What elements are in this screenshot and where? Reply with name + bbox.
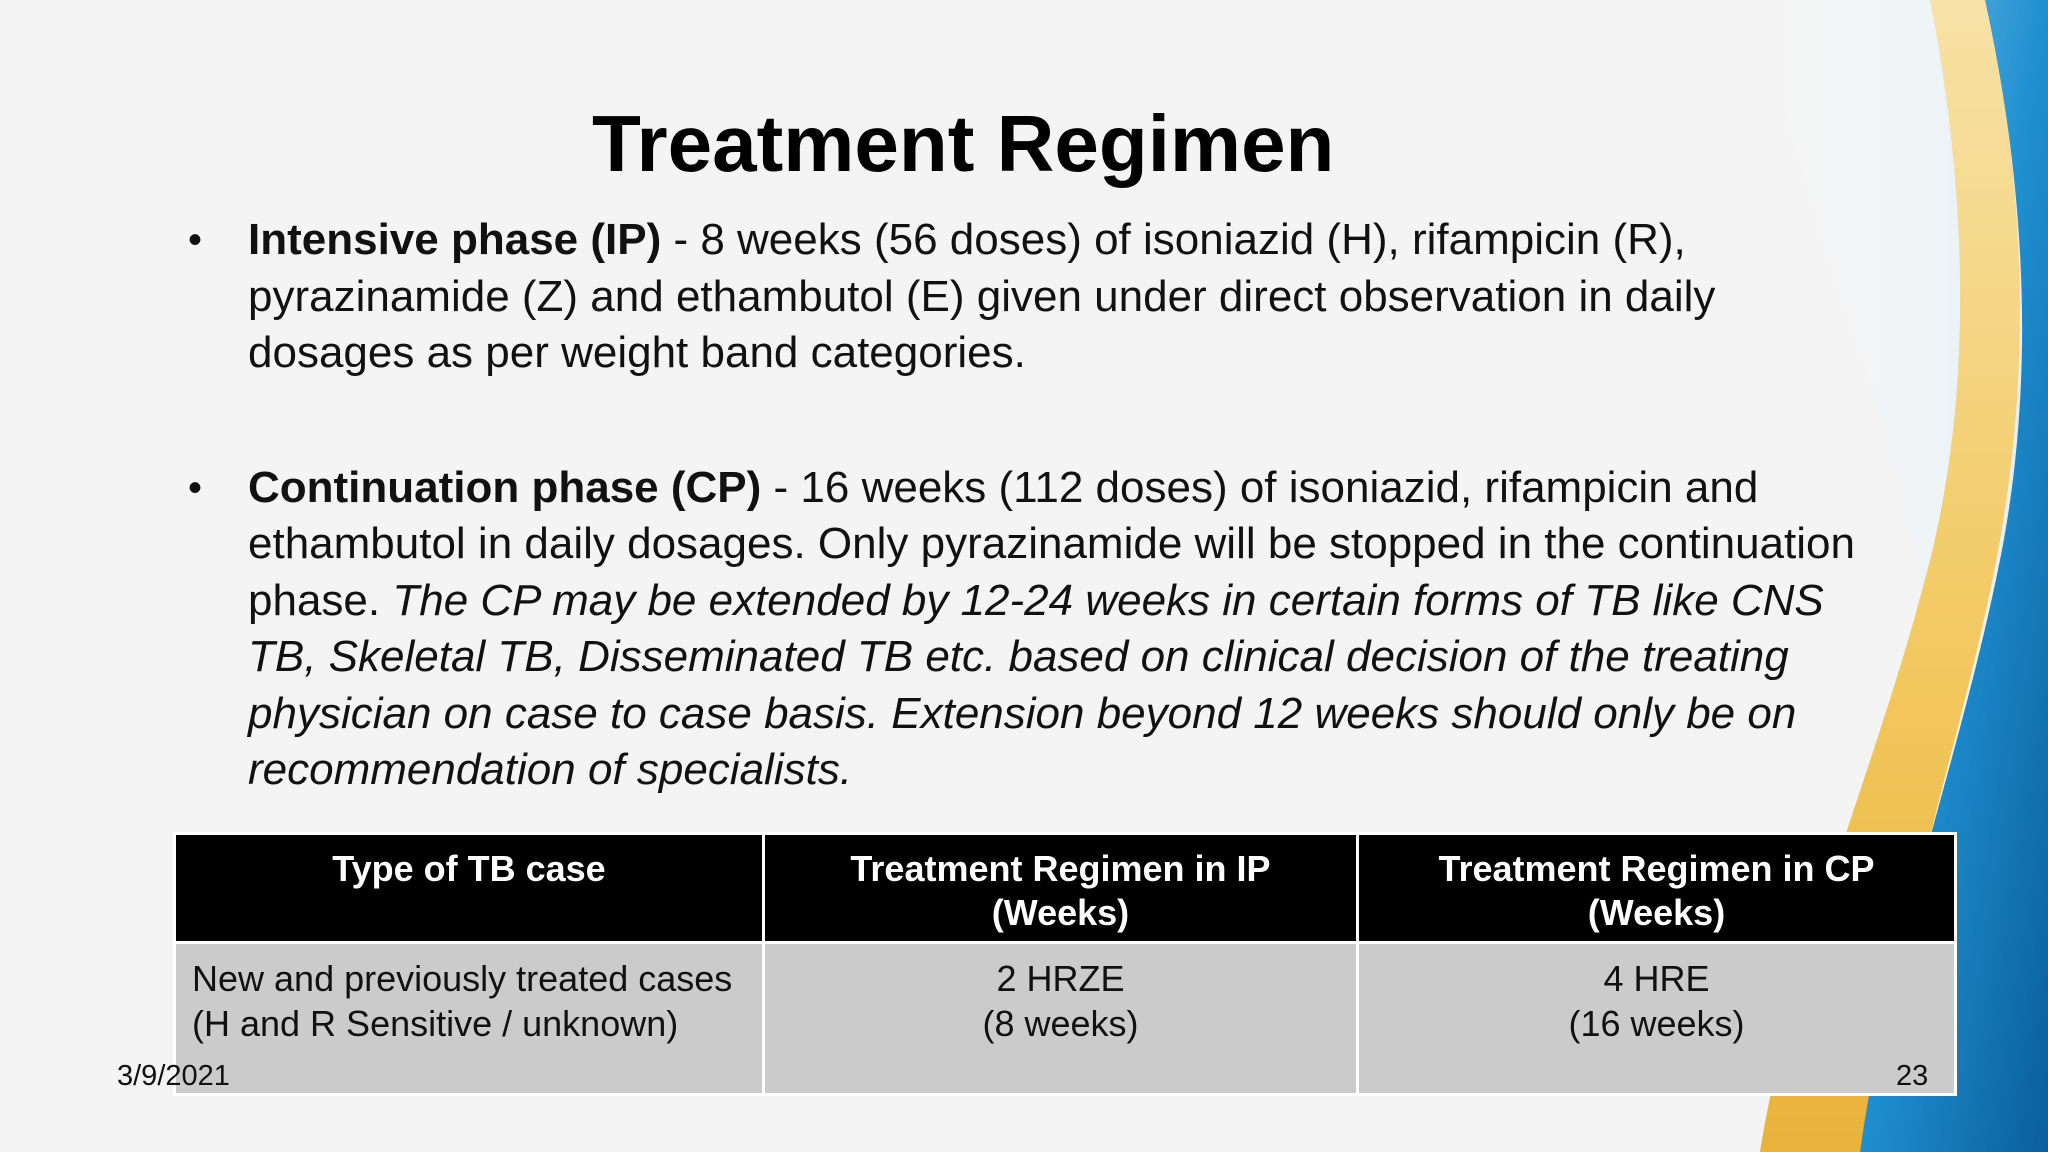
- bullet-term: Continuation phase (CP): [248, 462, 762, 512]
- cell-case-type: New and previously treated cases (H and R Sensitive / unknown): [175, 943, 764, 1095]
- slide-title: Treatment Regimen: [592, 99, 1335, 188]
- bullet-dot-icon: •: [188, 465, 203, 510]
- table-header-row: [175, 834, 1956, 943]
- bullet-continuation-phase: [184, 460, 1884, 799]
- cell-cp-regimen: 4 HRE (16 weeks): [1357, 943, 1955, 1095]
- header-ip-regimen: Treatment Regimen in IP (Weeks): [763, 834, 1357, 943]
- bullet-list: [184, 212, 1884, 799]
- footer-page-number: 23: [1896, 1060, 1929, 1092]
- bullet-text: - 16 weeks (112 doses) of isoniazid, rifampicin and ethambutol in daily dosages. Only pyrazinamide will be stopped in the continuation phase.: [248, 462, 1855, 625]
- regimen-table: [173, 832, 1957, 1096]
- bullet-term: Intensive phase (IP): [248, 215, 662, 264]
- bullet-text: - 8 weeks (56 doses) of isoniazid (H), rifampicin (R), pyrazinamide (Z) and ethambutol (E) given under direct observation in daily dosages as per weight band categories.: [248, 215, 1716, 377]
- bullet-intensive-phase: [184, 212, 1884, 382]
- footer-date: 3/9/2021: [117, 1060, 230, 1092]
- bullet-dot-icon: •: [188, 218, 203, 262]
- bullet-note: The CP may be extended by 12-24 weeks in certain forms of TB like CNS TB, Skeletal TB, Disseminated TB etc. based on clinical decision of the treating physician on case to case basis. Extension beyond 12 weeks should only be on recommendation of specialists.: [248, 575, 1824, 794]
- cell-ip-regimen: 2 HRZE (8 weeks): [763, 943, 1357, 1095]
- header-cp-regimen: Treatment Regimen in CP (Weeks): [1357, 834, 1955, 943]
- header-case-type: Type of TB case: [175, 834, 764, 943]
- table-row: [175, 943, 1956, 1095]
